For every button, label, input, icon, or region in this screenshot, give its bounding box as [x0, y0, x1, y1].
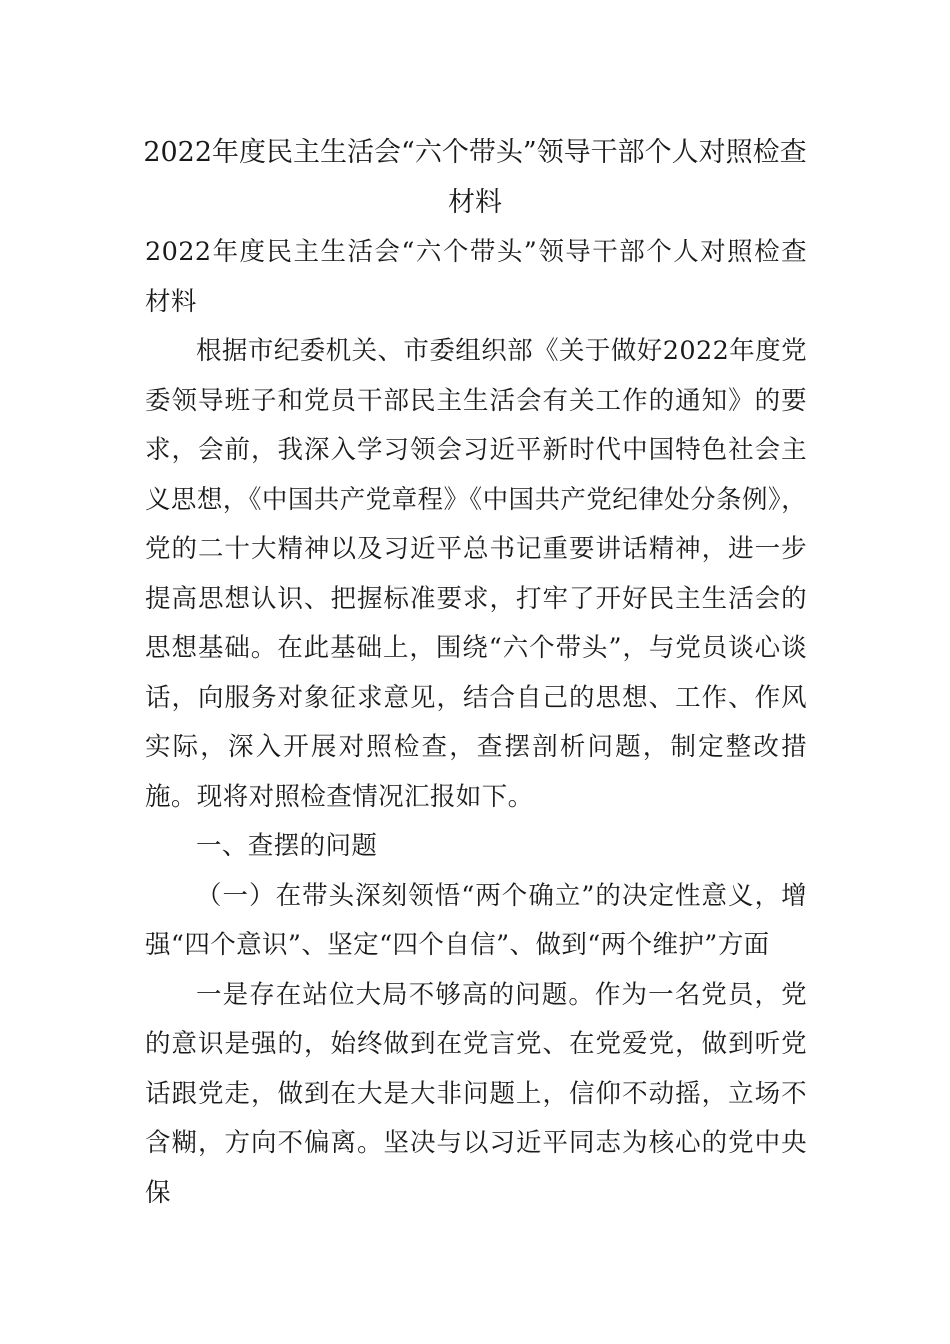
document-body [145, 228, 807, 1218]
subsection-heading: （一）在带头深刻领悟“两个确立”的决定性意义，增强“四个意识”、坚定“四个自信”、做到“两个维护”方面 [145, 880, 807, 960]
title-line-2: 材料 [448, 187, 502, 218]
title-line-1: 2022年度民主生活会“六个带头”领导干部个人对照检查 [143, 137, 807, 168]
document-title [110, 128, 840, 228]
section-heading: 一、查摆的问题 [196, 831, 378, 861]
body-paragraph: 一是存在站位大局不够高的问题。作为一名党员，党的意识是强的，始终做到在党言党、在党爱党，做到听党话跟党走，做到在大是大非问题上，信仰不动摇，立场不含糊，方向不偏离。坚决与以习近平同志为核心的党中央保 [145, 979, 807, 1208]
repeated-title: 2022年度民主生活会“六个带头”领导干部个人对照检查材料 [145, 237, 807, 317]
intro-paragraph: 根据市纪委机关、市委组织部《关于做好2022年度党委领导班子和党员干部民主生活会有关工作的通知》的要求，会前，我深入学习领会习近平新时代中国特色社会主义思想，《中国共产党章程》《中国共产党纪律处分条例》，党的二十大精神以及习近平总书记重要讲话精神，进一步提高思想认识、把握标准要求，打牢了开好民主生活会的思想基础。在此基础上，围绕“六个带头”，与党员谈心谈话，向服务对象征求意见，结合自己的思想、工作、作风实际，深入开展对照检查，查摆剖析问题，制定整改措施。现将对照检查情况汇报如下。 [145, 336, 807, 812]
